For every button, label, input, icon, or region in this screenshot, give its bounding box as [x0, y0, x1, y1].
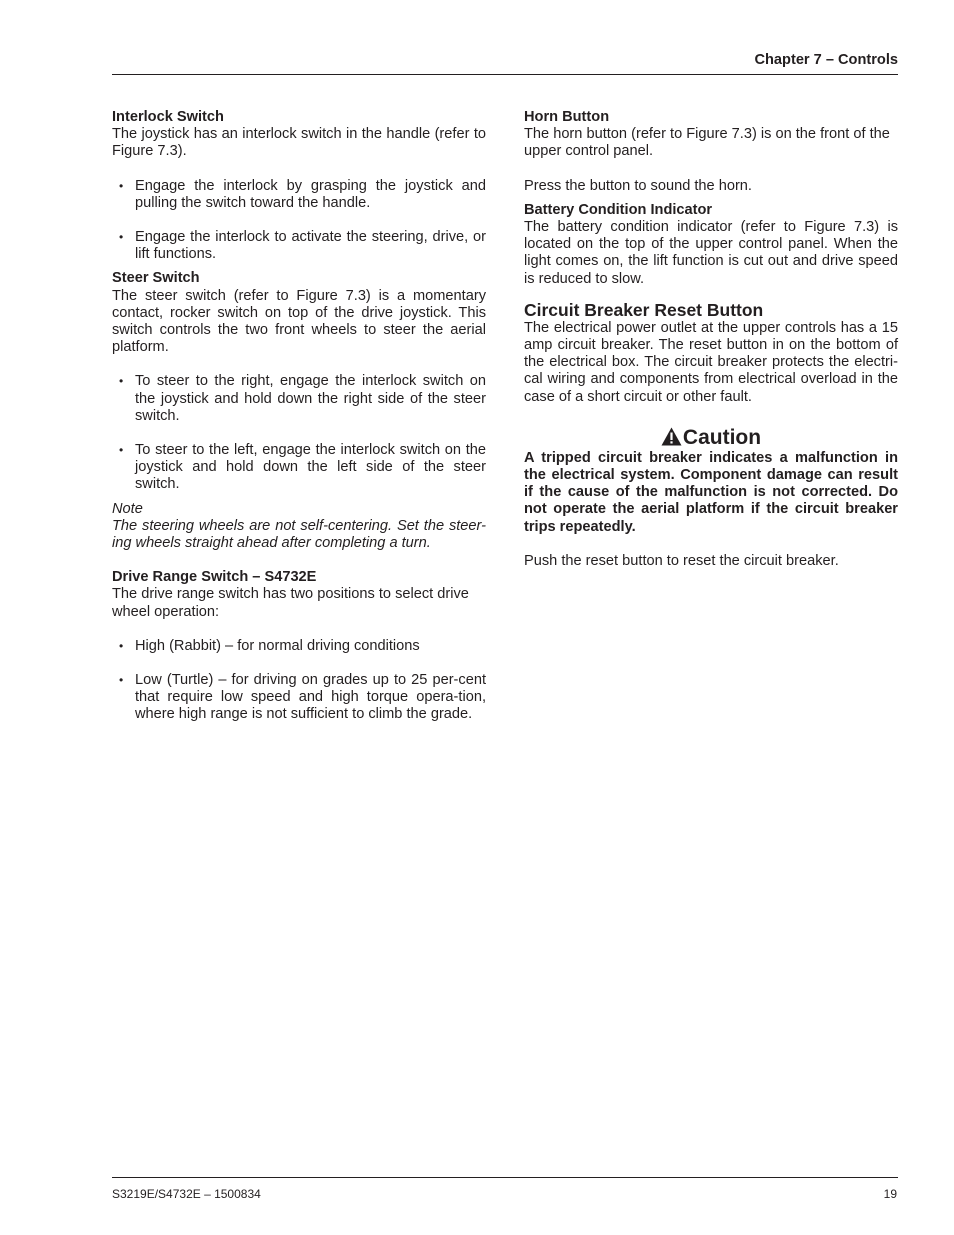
note-label: Note — [112, 500, 143, 517]
note-text: The steering wheels are not self-centering. Set the steer-ing wheels straight ahead after completing a turn. — [112, 517, 486, 552]
list-item-text: Low (Turtle) – for driving on grades up to 25 per-cent that require low speed and high torque opera-tion, where high range is not sufficient to climb the grade. — [135, 672, 486, 723]
list-item-text: Engage the interlock to activate the steering, drive, or lift functions. — [135, 229, 486, 263]
page-number: 19 — [883, 1187, 897, 1201]
list-item: • Engage the interlock to activate the steering, drive, or lift functions. — [119, 229, 486, 263]
chapter-title: Chapter 7 – Controls — [754, 52, 898, 68]
list-item: • To steer to the left, engage the interlock switch on the joystick and hold down the left side of the steer switch. — [119, 442, 486, 493]
right-column — [524, 109, 898, 570]
battery-indicator-body: The battery condition indicator (refer to Figure 7.3) is located on the top of the upper control panel. When the light comes on, the lift function is cut out and drive speed is reduced to slow. — [524, 219, 898, 287]
circuit-breaker-body: The electrical power outlet at the upper controls has a 15 amp circuit breaker. The reset button in on the bottom of the electrical box. The circuit breaker protects the electri-cal wiring and components from electrical overload in the case of a short circuit or other fault. — [524, 319, 898, 405]
footer-model-number: S3219E/S4732E – 1500834 — [112, 1187, 261, 1201]
drive-range-bullet-list — [112, 638, 486, 724]
interlock-switch-heading: Interlock Switch — [112, 109, 224, 125]
circuit-breaker-heading: Circuit Breaker Reset Button — [524, 299, 764, 320]
list-item: • To steer to the right, engage the interlock switch on the joystick and hold down the right side of the steer switch. — [119, 373, 486, 424]
footer-divider — [112, 1177, 898, 1178]
list-item: • Engage the interlock by grasping the joystick and pulling the switch toward the handle. — [119, 177, 486, 211]
horn-button-body-2: Press the button to sound the horn. — [524, 177, 752, 194]
caution-title — [524, 426, 898, 450]
steer-bullet-list — [112, 373, 486, 493]
horn-button-body: The horn button (refer to Figure 7.3) is on the front of the upper control panel. — [524, 126, 890, 160]
list-item: • High (Rabbit) – for normal driving conditions — [119, 637, 420, 654]
header-divider — [112, 74, 898, 75]
steer-switch-heading: Steer Switch — [112, 270, 200, 287]
reset-instruction: Push the reset button to reset the circuit breaker. — [524, 552, 839, 569]
list-item-text: High (Rabbit) – for normal driving conditions — [135, 637, 420, 654]
horn-button-heading: Horn Button — [524, 109, 610, 125]
interlock-switch-body: The joystick has an interlock switch in the handle (refer to Figure 7.3). — [112, 126, 486, 160]
caution-title-text: Caution — [682, 425, 762, 449]
drive-range-body: The drive range switch has two positions to select drive wheel operation: — [112, 586, 469, 620]
list-item-text: Engage the interlock by grasping the joystick and pulling the switch toward the handle. — [135, 177, 486, 211]
list-item-text: To steer to the left, engage the interlock switch on the joystick and hold down the left side of the steer switch. — [135, 442, 486, 493]
caution-text: A tripped circuit breaker indicates a malfunction in the electrical system. Component damage can result if the cause of the malfunction is not corrected. Do not operate the aerial platform if the circuit breaker trips repeatedly. — [524, 449, 898, 535]
list-item: • Low (Turtle) – for driving on grades up to 25 per-cent that require low speed and high torque opera-tion, where high range is not sufficient to climb the grade. — [119, 672, 486, 723]
interlock-bullet-list — [112, 178, 486, 264]
warning-triangle-icon — [661, 427, 682, 446]
steer-switch-body: The steer switch (refer to Figure 7.3) is a momentary contact, rocker switch on top of the drive joystick. This switch controls the two front wheels to steer the aerial platform. — [112, 287, 486, 356]
list-item-text: To steer to the right, engage the interlock switch on the joystick and hold down the right side of the steer switch. — [135, 373, 486, 424]
battery-indicator-heading: Battery Condition Indicator — [524, 201, 713, 218]
left-column — [112, 109, 486, 724]
drive-range-heading: Drive Range Switch – S4732E — [112, 569, 317, 586]
